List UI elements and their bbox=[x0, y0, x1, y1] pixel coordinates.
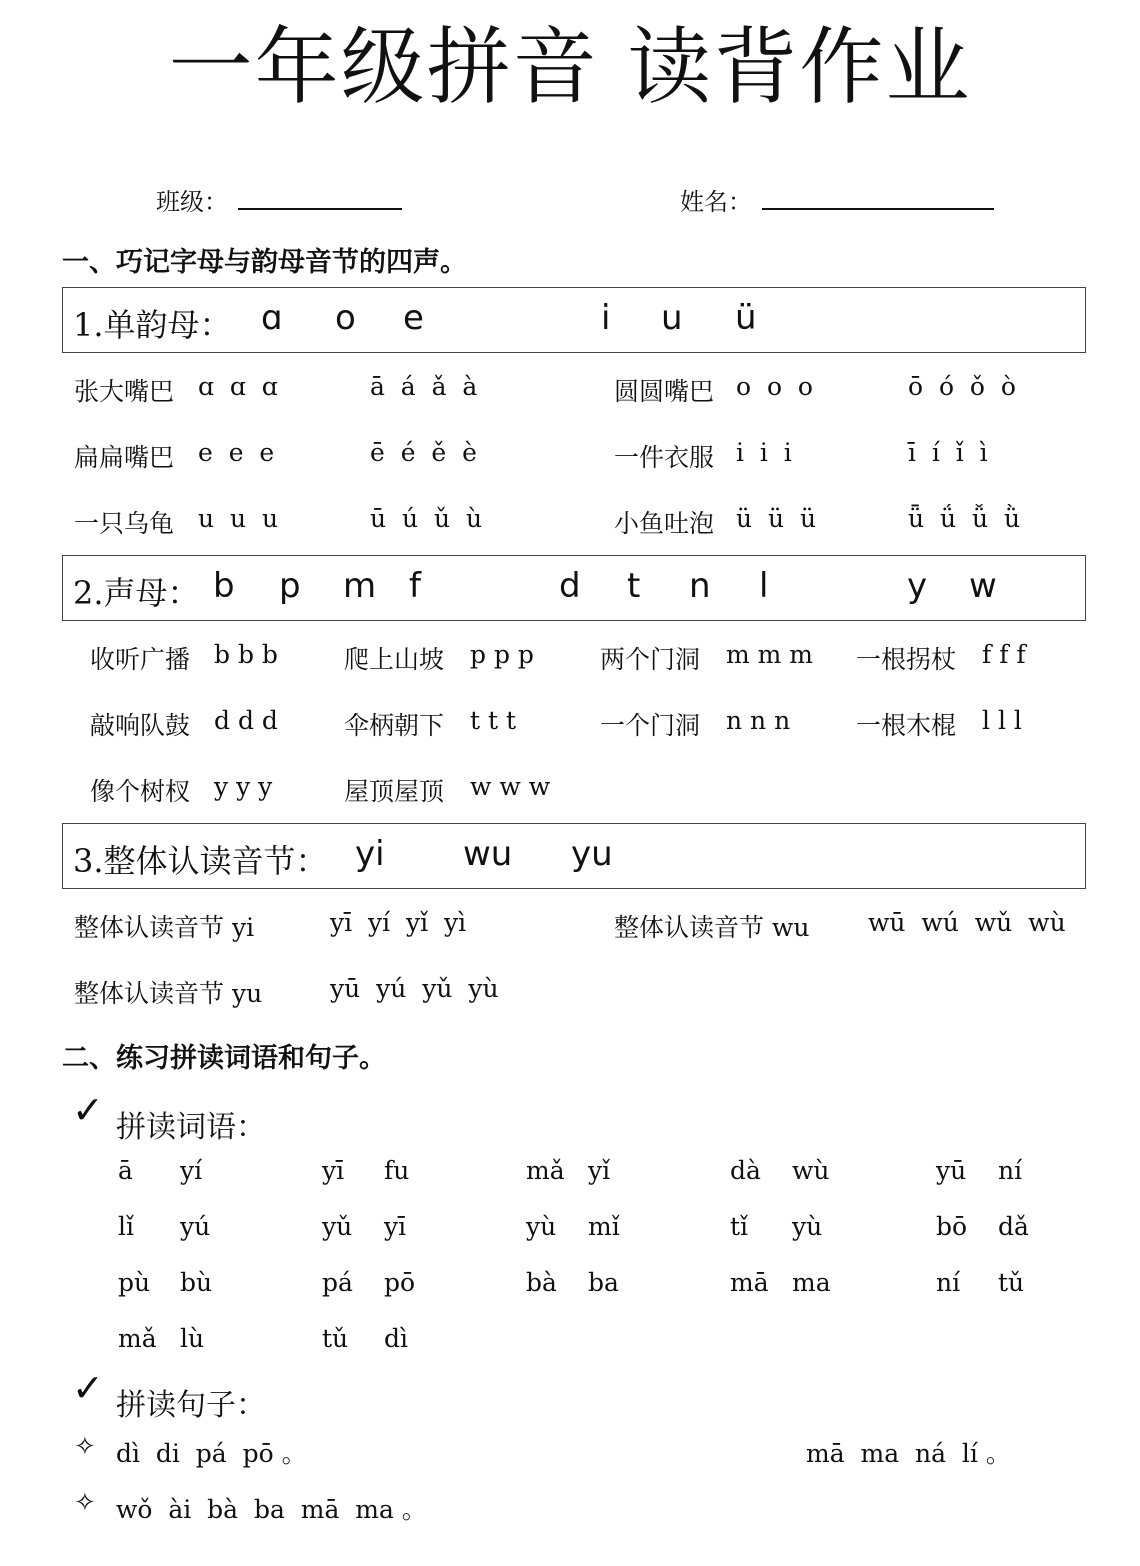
word-syllable: mǎ bbox=[526, 1156, 565, 1185]
word-syllable: yǔ bbox=[322, 1212, 353, 1241]
initial-letters: f f f bbox=[982, 640, 1026, 669]
name-label: 姓名： bbox=[680, 188, 752, 216]
initial-name: 收听广播 bbox=[90, 645, 191, 674]
syllable-name: 整体认读音节 wu bbox=[614, 913, 810, 942]
vowel-tones: ā á ǎ à bbox=[370, 372, 478, 401]
word-syllable: ba bbox=[588, 1268, 619, 1297]
final-i: i bbox=[601, 298, 611, 338]
word-syllable: lù bbox=[180, 1324, 205, 1353]
word-syllable: mǎ bbox=[118, 1324, 157, 1353]
star-icon: ✧ bbox=[74, 1432, 96, 1462]
single-finals-box bbox=[62, 287, 1086, 353]
vowel-name: 圆圆嘴巴 bbox=[614, 377, 715, 406]
word-syllable: tǔ bbox=[322, 1324, 349, 1353]
name-blank[interactable] bbox=[762, 208, 994, 210]
final-e: e bbox=[403, 298, 424, 338]
class-label: 班级： bbox=[156, 188, 228, 216]
word-syllable: lǐ bbox=[118, 1212, 134, 1241]
word-syllable: bà bbox=[526, 1268, 557, 1297]
vowel-tones: ī í ǐ ì bbox=[908, 438, 988, 467]
vowel-tones: ē é ě è bbox=[370, 438, 477, 467]
whole-syllables-box bbox=[62, 823, 1086, 889]
initial-name: 一根拐杖 bbox=[856, 645, 957, 674]
initial-name: 两个门洞 bbox=[600, 645, 701, 674]
initial-letters: b b b bbox=[214, 640, 278, 669]
final-u: u bbox=[661, 298, 683, 338]
word-syllable: bō bbox=[936, 1212, 968, 1241]
word-syllable: yǐ bbox=[588, 1156, 611, 1185]
word-syllable: yū bbox=[936, 1156, 967, 1185]
vowel-plain: e e e bbox=[198, 438, 275, 467]
word-syllable: yù bbox=[526, 1212, 557, 1241]
syllable-wu: wu bbox=[463, 834, 513, 874]
vowel-plain: u u u bbox=[198, 504, 279, 533]
initial-name: 一根木棍 bbox=[856, 711, 957, 740]
initial-letters: t t t bbox=[470, 706, 517, 735]
word-syllable: ma bbox=[792, 1268, 831, 1297]
vowel-name: 一件衣服 bbox=[614, 443, 715, 472]
word-syllable: ā bbox=[118, 1156, 133, 1185]
syllable-name: 整体认读音节 yi bbox=[74, 913, 255, 942]
initial-t: t bbox=[627, 566, 641, 606]
initial-p: p bbox=[279, 566, 301, 606]
initial-name: 爬上山坡 bbox=[344, 645, 445, 674]
word-syllable: wù bbox=[792, 1156, 830, 1185]
word-syllable: yí bbox=[180, 1156, 203, 1185]
initial-w: w bbox=[969, 566, 997, 606]
sentences-heading: 拼读句子： bbox=[116, 1388, 266, 1423]
vowel-tones: ō ó ǒ ò bbox=[908, 372, 1016, 401]
word-syllable: mā bbox=[730, 1268, 769, 1297]
syllable-yu: yu bbox=[571, 834, 613, 874]
word-syllable: pù bbox=[118, 1268, 151, 1297]
vowel-plain: ɑ ɑ ɑ bbox=[198, 372, 278, 401]
initial-letters: n n n bbox=[726, 706, 791, 735]
word-syllable: ní bbox=[998, 1156, 1023, 1185]
word-syllable: dà bbox=[730, 1156, 761, 1185]
initial-name: 像个树杈 bbox=[90, 777, 191, 806]
initial-m: m bbox=[343, 566, 377, 606]
initial-y: y bbox=[907, 566, 928, 606]
syllable-tones: yū yú yǔ yù bbox=[330, 974, 499, 1003]
sentence: dì di pá pō 。 bbox=[116, 1439, 307, 1468]
syllable-yi: yi bbox=[355, 834, 385, 874]
box-1-title: 1.单韵母： bbox=[73, 306, 232, 344]
word-syllable: tǔ bbox=[998, 1268, 1025, 1297]
initial-l: l bbox=[759, 566, 769, 606]
word-syllable: pō bbox=[384, 1268, 416, 1297]
vowel-plain: o o o bbox=[736, 372, 813, 401]
section-2-heading: 二、练习拼读词语和句子。 bbox=[62, 1043, 386, 1074]
words-heading: 拼读词语： bbox=[116, 1110, 266, 1145]
vowel-name: 小鱼吐泡 bbox=[614, 509, 715, 538]
initial-letters: l l l bbox=[982, 706, 1022, 735]
word-syllable: ní bbox=[936, 1268, 961, 1297]
initial-letters: y y y bbox=[214, 772, 273, 801]
initial-letters: p p p bbox=[470, 640, 534, 669]
word-syllable: mǐ bbox=[588, 1212, 620, 1241]
initial-f: f bbox=[409, 566, 421, 606]
box-2-title: 2.声母： bbox=[73, 574, 200, 612]
initial-name: 一个门洞 bbox=[600, 711, 701, 740]
word-syllable: yī bbox=[384, 1212, 407, 1241]
vowel-tones: ū ú ǔ ù bbox=[370, 504, 483, 533]
check-icon: ✓ bbox=[72, 1088, 104, 1132]
word-syllable: yī bbox=[322, 1156, 345, 1185]
section-1-heading: 一、巧记字母与韵母音节的四声。 bbox=[62, 247, 467, 278]
final-v: ü bbox=[735, 298, 757, 338]
word-syllable: dì bbox=[384, 1324, 408, 1353]
initial-name: 敲响队鼓 bbox=[90, 711, 191, 740]
word-syllable: yù bbox=[792, 1212, 823, 1241]
vowel-plain: i i i bbox=[736, 438, 792, 467]
vowel-name: 一只乌龟 bbox=[74, 509, 175, 538]
initial-b: b bbox=[213, 566, 235, 606]
syllable-name: 整体认读音节 yu bbox=[74, 979, 263, 1008]
word-syllable: tǐ bbox=[730, 1212, 749, 1241]
box-3-title: 3.整体认读音节： bbox=[73, 842, 328, 880]
word-syllable: fu bbox=[384, 1156, 410, 1185]
word-syllable: dǎ bbox=[998, 1212, 1029, 1241]
initial-letters: d d d bbox=[214, 706, 278, 735]
initial-d: d bbox=[559, 566, 581, 606]
page-title: 一年级拼音 读背作业 bbox=[168, 18, 972, 116]
word-syllable: yú bbox=[180, 1212, 211, 1241]
syllable-tones: wū wú wǔ wù bbox=[868, 908, 1066, 937]
initial-n: n bbox=[689, 566, 711, 606]
initial-letters: m m m bbox=[726, 640, 814, 669]
check-icon: ✓ bbox=[72, 1366, 104, 1410]
star-icon: ✧ bbox=[74, 1488, 96, 1518]
initials-box bbox=[62, 555, 1086, 621]
final-o: o bbox=[335, 298, 356, 338]
class-blank[interactable] bbox=[238, 208, 402, 210]
word-syllable: bù bbox=[180, 1268, 213, 1297]
initial-letters: w w w bbox=[470, 772, 551, 801]
initial-name: 屋顶屋顶 bbox=[344, 777, 445, 806]
vowel-plain: ü ü ü bbox=[736, 504, 817, 533]
word-syllable: pá bbox=[322, 1268, 353, 1297]
sentence: mā ma ná lí 。 bbox=[806, 1439, 1011, 1468]
vowel-tones: ǖ ǘ ǚ ǜ bbox=[908, 504, 1021, 533]
initial-name: 伞柄朝下 bbox=[344, 711, 445, 740]
final-a: ɑ bbox=[261, 298, 283, 338]
vowel-name: 扁扁嘴巴 bbox=[74, 443, 175, 472]
vowel-name: 张大嘴巴 bbox=[74, 377, 175, 406]
sentence: wǒ ài bà ba mā ma 。 bbox=[116, 1495, 427, 1524]
syllable-tones: yī yí yǐ yì bbox=[330, 908, 467, 937]
